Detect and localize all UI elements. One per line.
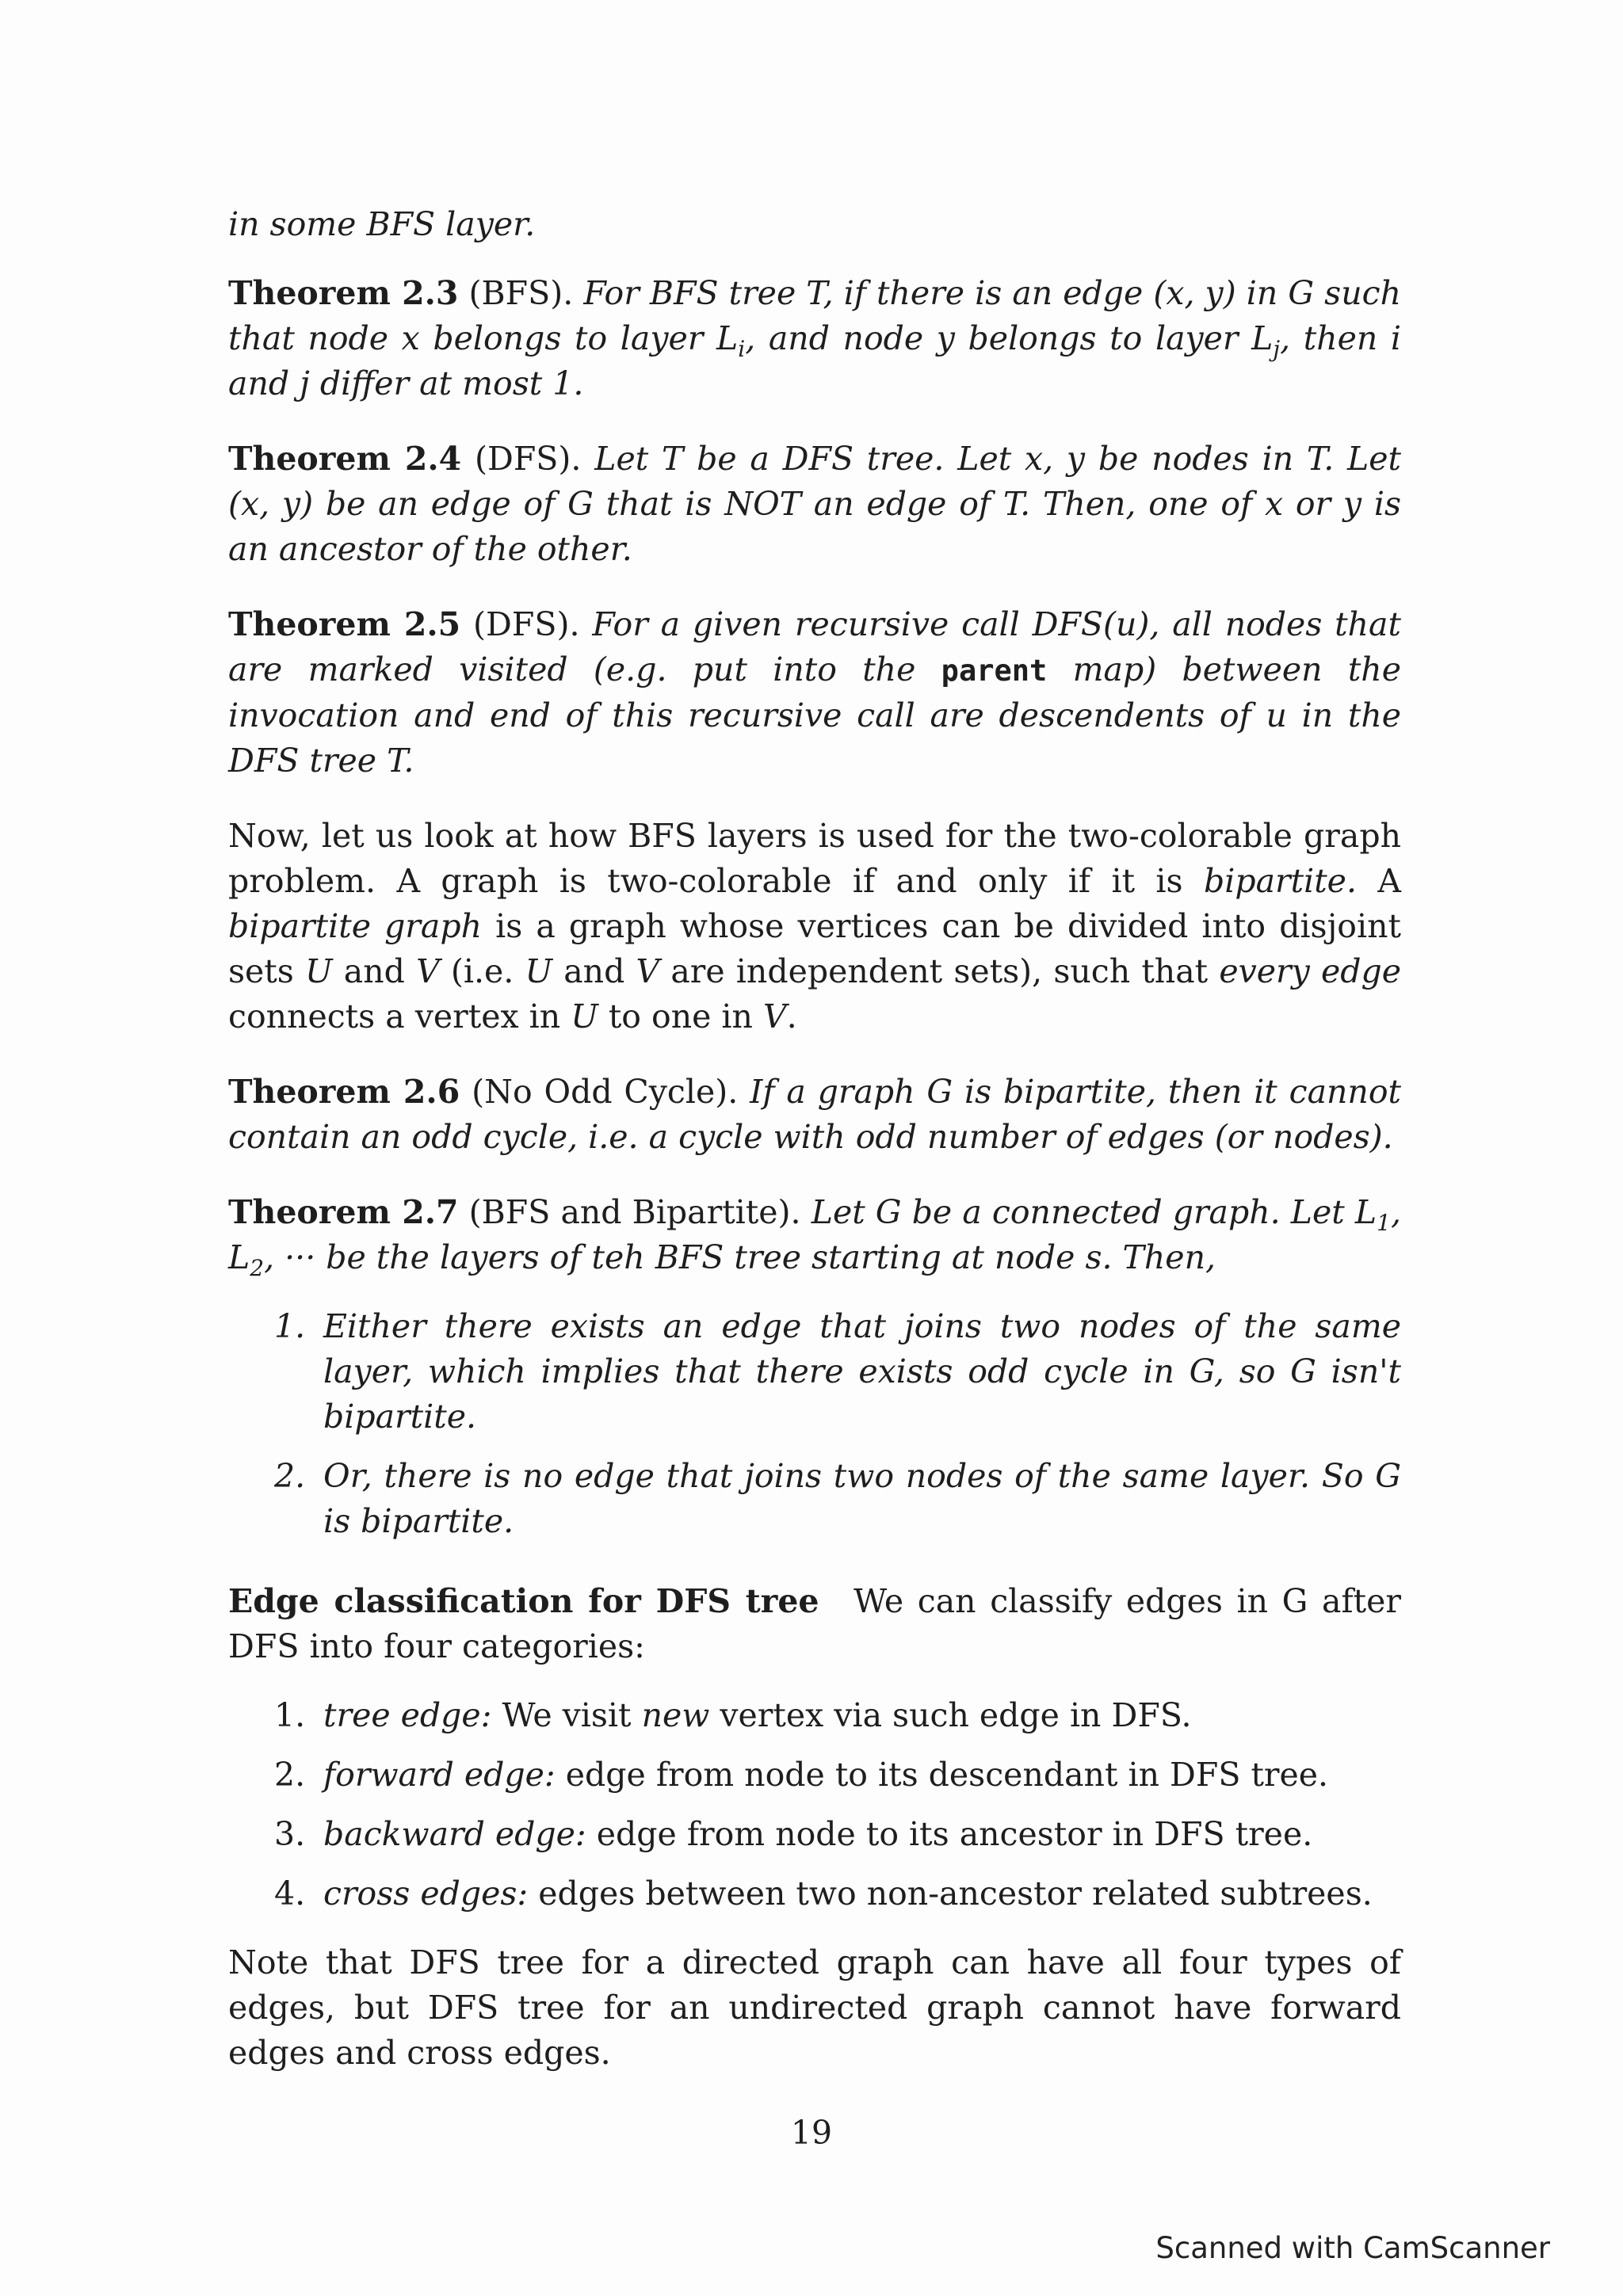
- subscript-2: 2: [250, 1255, 265, 1282]
- list-item: [228, 1753, 1401, 1798]
- list-number: 1.: [274, 1696, 306, 1734]
- edge-term: tree edge:: [323, 1696, 492, 1734]
- list-text: edges between two non-ancestor related subtrees.: [538, 1875, 1373, 1913]
- theorem-name: (BFS and Bipartite).: [468, 1193, 801, 1231]
- edge-term: backward edge:: [323, 1815, 586, 1853]
- theorem-name: (DFS).: [473, 605, 580, 643]
- list-text: Or, there is no edge that joins two nodes of the same layer. So G is bipartite.: [323, 1457, 1401, 1540]
- edge-types-list: [228, 1693, 1401, 1917]
- theorem-body-part: , then i and j differ at most 1.: [228, 319, 1402, 402]
- theorem-2-7: [228, 1190, 1401, 1280]
- list-item: [228, 1304, 1401, 1440]
- math-U: U: [305, 952, 333, 990]
- theorem-body-part: For a given recursive call DFS(u), all nodes that are marked visited (e.g. put into the: [228, 605, 1401, 688]
- list-text: vertex via such edge in DFS.: [720, 1696, 1192, 1734]
- theorem-label: Theorem 2.3: [228, 274, 459, 312]
- list-text: Either there exists an edge that joins two nodes of the same layer, which implies that there exists odd cycle in G, so G isn't bipartite.: [323, 1307, 1401, 1436]
- subscript-1: 1: [1377, 1210, 1391, 1237]
- edge-term: cross edges:: [323, 1875, 529, 1913]
- theorem-2-7-list: [228, 1304, 1401, 1544]
- emph-bipartite: bipartite.: [1203, 862, 1357, 900]
- bipartite-paragraph: [228, 814, 1401, 1039]
- theorem-label: Theorem 2.4: [228, 440, 462, 478]
- edge-classification-note: Note that DFS tree for a directed graph can have all four types of edges, but DFS tree for an undirected graph cannot have forward edges and cross edges.: [228, 1943, 1401, 2072]
- list-item: [228, 1812, 1401, 1857]
- list-text: edge from node to its descendant in DFS tree.: [565, 1756, 1329, 1794]
- math-V: V: [636, 952, 660, 990]
- list-item: [228, 1693, 1401, 1738]
- theorem-name: (No Odd Cycle).: [472, 1073, 739, 1111]
- text: are independent sets), such that: [670, 952, 1209, 990]
- text: A: [1377, 862, 1401, 900]
- math-U: U: [571, 997, 598, 1035]
- text: (i.e.: [450, 952, 514, 990]
- list-item: [228, 1871, 1401, 1917]
- edge-term: forward edge:: [323, 1756, 556, 1794]
- list-text: edge from node to its ancestor in DFS tree.: [596, 1815, 1313, 1853]
- theorem-label: Theorem 2.5: [228, 605, 461, 643]
- text: Now, let us look at how BFS layers is used for the two-colorable graph problem. A graph is two-colorable if and only if it is: [228, 817, 1401, 900]
- theorem-body-part: Let G be a connected graph. Let L: [811, 1193, 1377, 1231]
- page-content: [228, 202, 1401, 2106]
- section-intro-text: We can classify edges in G after DFS into four categories:: [228, 1582, 1401, 1665]
- math-U: U: [525, 952, 553, 990]
- theorem-body: Let T be a DFS tree. Let x, y be nodes in T. Let (x, y) be an edge of G that is NOT an edge of T. Then, one of x or y is an ancestor of the other.: [228, 440, 1401, 568]
- theorem-body-part: map) between the invocation and end of this recursive call are descendents of u in the DFS tree T.: [228, 650, 1401, 780]
- theorem-2-3: [228, 271, 1401, 406]
- emph-every-edge: every edge: [1219, 952, 1401, 990]
- theorem-body-part: For BFS tree T, if there is an edge (x, y) in G such that node x belongs to layer L: [228, 274, 1401, 357]
- theorem-label: Theorem 2.6: [228, 1073, 460, 1111]
- section-run-in-heading: Edge classification for DFS tree: [228, 1582, 819, 1620]
- text: and: [343, 952, 405, 990]
- emph-bipartite-graph: bipartite graph: [228, 907, 483, 945]
- theorem-name: (BFS).: [468, 274, 574, 312]
- edge-classification-intro: [228, 1579, 1401, 1669]
- text: connects a vertex in: [228, 997, 561, 1035]
- list-number: 2.: [274, 1457, 306, 1495]
- theorem-name: (DFS).: [474, 440, 582, 478]
- text: is a graph whose vertices can be divided into disjoint sets: [228, 907, 1401, 990]
- theorem-2-4: [228, 437, 1401, 572]
- theorem-body: If a graph G is bipartite, then it cannot contain an odd cycle, i.e. a cycle with odd number of edges (or nodes).: [228, 1073, 1401, 1156]
- emph-new: new: [641, 1696, 710, 1734]
- subscript-j: j: [1273, 336, 1281, 363]
- intro-fragment: in some BFS layer.: [228, 205, 536, 243]
- list-number: 2.: [274, 1756, 306, 1794]
- theorem-body-part: , ··· be the layers of teh BFS tree starting at node s. Then,: [264, 1238, 1216, 1276]
- theorem-body-part: , and node y belongs to layer L: [745, 319, 1274, 357]
- list-text: We visit: [502, 1696, 632, 1734]
- subscript-i: i: [738, 336, 746, 363]
- text: to one in: [608, 997, 753, 1035]
- math-V: V: [762, 997, 787, 1035]
- code-parent: parent: [941, 654, 1048, 688]
- theorem-2-5: [228, 602, 1401, 784]
- list-number: 1.: [274, 1307, 306, 1345]
- page-number: 19: [790, 2114, 833, 2152]
- theorem-2-6: [228, 1070, 1401, 1160]
- text: .: [786, 997, 797, 1035]
- text: and: [563, 952, 625, 990]
- list-item: [228, 1454, 1401, 1544]
- list-number: 4.: [274, 1875, 306, 1913]
- list-number: 3.: [274, 1815, 306, 1853]
- theorem-label: Theorem 2.7: [228, 1193, 459, 1231]
- theorem-body-part: , L: [228, 1193, 1401, 1276]
- scanner-watermark: Scanned with CamScanner: [1155, 2231, 1550, 2265]
- math-V: V: [416, 952, 440, 990]
